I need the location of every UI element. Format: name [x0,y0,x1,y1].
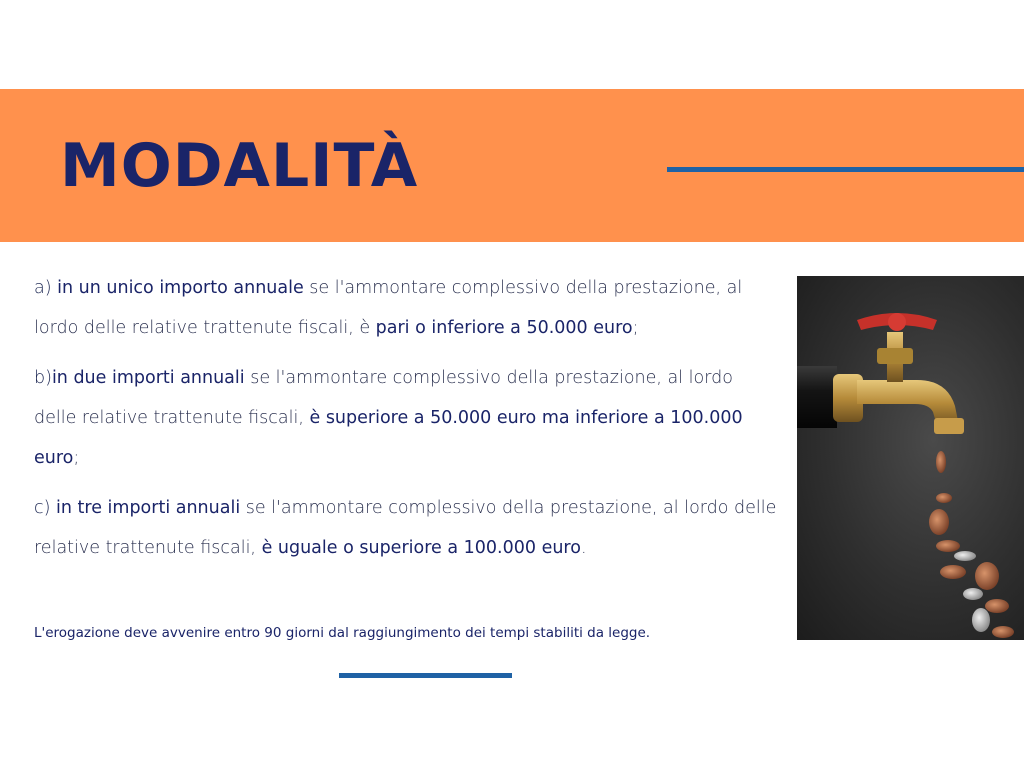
option-c-end: . [580,538,587,558]
bottom-divider [339,673,512,678]
option-a-marker: a) [34,278,58,298]
faucet-coins-illustration [797,276,1024,640]
option-b-text: se l'ammontare complessivo della prestazione, al lordo delle relative trattenute fiscali, [34,368,733,428]
option-a-text: se l'ammontare complessivo della prestazione, al lordo delle relative trattenute fiscali, è [34,278,743,338]
option-c-lead: in tre importi annuali [56,498,241,518]
option-c-highlight: è uguale o superiore a 100.000 euro [261,538,581,558]
option-a-end: ; [632,318,639,338]
page-title: MODALITÀ [60,131,419,201]
option-b-end: ; [73,448,80,468]
option-c-marker: c) [34,498,57,518]
faucet-coins-image [797,276,1024,640]
option-b [34,358,779,478]
payment-options-text [34,268,779,578]
option-b-lead: in due importi annuali [51,368,245,388]
option-a-lead: in un unico importo annuale [57,278,304,298]
deadline-note: L'erogazione deve avvenire entro 90 giorni dal raggiungimento dei tempi stabiliti da legge. [34,625,651,641]
title-divider [667,167,1024,172]
option-c-text: se l'ammontare complessivo della prestazione, al lordo delle relative trattenute fiscali, [34,498,777,558]
option-a-highlight: pari o inferiore a 50.000 euro [375,318,633,338]
option-a [34,268,779,348]
option-c [34,488,779,568]
option-b-marker: b) [34,368,52,388]
option-b-highlight: è superiore a 50.000 euro ma inferiore a 100.000 euro [34,408,743,468]
